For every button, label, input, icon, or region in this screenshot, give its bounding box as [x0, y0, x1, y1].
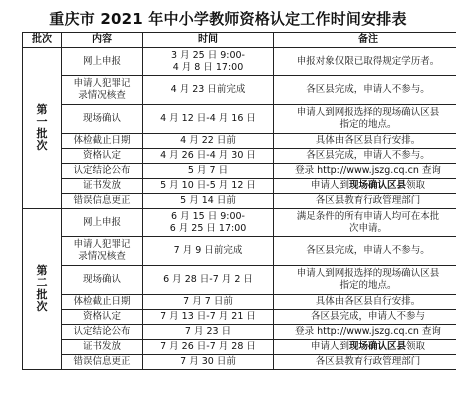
cell-time-text: 4 月 22 日前 [180, 135, 236, 146]
cell-item [62, 48, 143, 76]
cell-note-text: 申报对象仅限已取得规定学历者。 [296, 55, 440, 67]
table-row [23, 179, 456, 194]
cell-note-text: 具体由各区县自行安排。 [315, 135, 421, 146]
cell-time [143, 295, 274, 310]
cell-note-text: 申请人到网报选择的现场确认区县 [296, 107, 440, 118]
cell-time-text: 7 月 7 日前 [183, 296, 233, 307]
cell-item [62, 209, 143, 237]
cell-item-text: 错误信息更正 [73, 356, 131, 367]
table-row [23, 295, 456, 310]
cell-note [274, 340, 456, 355]
cell-note-text: 登录 http://www.jszg.cq.cn 查询 [295, 165, 441, 176]
cell-time-text: 6 月 28 日-7 月 2 日 [163, 274, 253, 285]
cell-note [274, 295, 456, 310]
cell-item-text: 申请人犯罪记 [73, 78, 131, 89]
table-row [23, 340, 456, 355]
table-row [23, 237, 456, 266]
table-row [23, 194, 456, 209]
cell-note [274, 310, 456, 325]
cell-note-text: 次申请。 [348, 222, 387, 234]
cell-note-text: 各区县完成，申请人不参与 [310, 311, 425, 322]
table-row [23, 209, 456, 237]
cell-note-text: 登录 http://www.jszg.cq.cn 查询 [295, 326, 441, 337]
cell-time [143, 105, 274, 134]
table-row [23, 310, 456, 325]
table-body [23, 48, 456, 370]
cell-item [62, 295, 143, 310]
batch-label-char: 一 [36, 115, 48, 128]
cell-time [143, 266, 274, 295]
cell-time [143, 325, 274, 340]
cell-time-text: 4 月 26 日-4 月 30 日 [160, 150, 256, 161]
table-row [23, 48, 456, 76]
cell-note [274, 266, 456, 295]
cell-note-text: 现场确认区县 [348, 341, 406, 352]
cell-note [274, 355, 456, 370]
cell-item [62, 179, 143, 194]
cell-note [274, 194, 456, 209]
cell-note [274, 48, 456, 76]
batch-label-char: 第 [36, 103, 48, 116]
table-row [23, 355, 456, 370]
cell-time [143, 355, 274, 370]
cell-time-text: 4 月 8 日 17:00 [172, 61, 244, 73]
cell-note-text: 满足条件的所有申请人均可在本批 [296, 210, 440, 222]
cell-time [143, 48, 274, 76]
cell-time [143, 209, 274, 237]
document-title: 重庆市 2021 年中小学教师资格认定工作时间安排表 [49, 10, 407, 28]
cell-note [274, 325, 456, 340]
cell-note-text: 领取 [406, 180, 426, 191]
table-row [23, 76, 456, 105]
cell-item-text: 现场确认 [82, 113, 121, 124]
cell-item [62, 266, 143, 295]
cell-time-text: 7 月 23 日 [184, 326, 232, 337]
cell-note-text: 各区县完成，申请人不参与。 [306, 245, 430, 256]
cell-item-text: 错误信息更正 [73, 195, 131, 206]
cell-time [143, 310, 274, 325]
batch-label-char: 批 [36, 288, 48, 301]
table-row [23, 134, 456, 149]
cell-item [62, 237, 143, 266]
cell-note-text: 各区县教育行政管理部门 [315, 356, 421, 367]
cell-item [62, 164, 143, 179]
cell-item-text: 认定结论公布 [73, 165, 131, 176]
cell-item-text: 资格认定 [82, 311, 121, 322]
cell-time-text: 4 月 23 日前完成 [170, 84, 246, 95]
cell-note [274, 105, 456, 134]
cell-item-text: 网上申报 [82, 216, 121, 228]
batch-label-char: 次 [36, 300, 48, 313]
cell-time-text: 6 月 25 日 17:00 [169, 222, 247, 234]
cell-note-text: 现场确认区县 [348, 180, 406, 191]
cell-time-text: 7 月 30 日前 [180, 356, 236, 367]
cell-item-text: 网上申报 [82, 55, 121, 67]
cell-item-text: 录情况核查 [78, 90, 126, 101]
batch-label-char: 次 [36, 139, 48, 152]
table-row [23, 105, 456, 134]
cell-item [62, 134, 143, 149]
cell-note-text: 各区县完成，申请人不参与。 [306, 150, 430, 161]
cell-time [143, 149, 274, 164]
cell-item-text: 认定结论公布 [73, 326, 131, 337]
cell-item [62, 310, 143, 325]
cell-note [274, 179, 456, 194]
cell-note-text: 各区县完成，申请人不参与。 [306, 84, 430, 95]
cell-note-text: 申请人到 [310, 180, 349, 191]
table-header-row [23, 33, 456, 48]
cell-time-text: 4 月 12 日-4 月 16 日 [160, 113, 256, 124]
cell-note [274, 149, 456, 164]
table-row [23, 149, 456, 164]
cell-note-text: 具体由各区县自行安排。 [315, 296, 421, 307]
cell-time [143, 237, 274, 266]
cell-item [62, 149, 143, 164]
cell-note [274, 76, 456, 105]
cell-item [62, 340, 143, 355]
cell-note-text: 申请人到 [310, 341, 349, 352]
cell-time-text: 5 月 14 日前 [180, 195, 236, 206]
batch-label [23, 48, 62, 209]
cell-item-text: 资格认定 [82, 150, 121, 161]
table-row [23, 325, 456, 340]
cell-time-text: 5 月 7 日 [187, 165, 229, 176]
cell-item-text: 申请人犯罪记 [73, 239, 131, 250]
cell-note [274, 237, 456, 266]
cell-note-text: 领取 [406, 341, 426, 352]
cell-time-text: 5 月 10 日-5 月 12 日 [160, 180, 256, 191]
batch-label-char: 第 [36, 264, 48, 277]
cell-note-text: 指定的地点。 [339, 280, 397, 291]
header-note: 备注 [274, 33, 456, 48]
cell-note-text: 申请人到网报选择的现场确认区县 [296, 268, 440, 279]
cell-item [62, 355, 143, 370]
cell-time [143, 76, 274, 105]
batch-label [23, 209, 62, 370]
header-time: 时间 [143, 33, 274, 48]
header-batch: 批次 [23, 33, 62, 48]
cell-item-text: 录情况核查 [78, 251, 126, 262]
cell-time-text: 7 月 13 日-7 月 21 日 [160, 311, 256, 322]
schedule-table [22, 32, 456, 370]
cell-item-text: 证书发放 [82, 341, 121, 352]
table-row [23, 266, 456, 295]
cell-time [143, 134, 274, 149]
cell-note [274, 209, 456, 237]
cell-item [62, 325, 143, 340]
header-item: 内容 [62, 33, 143, 48]
cell-note [274, 164, 456, 179]
cell-time-text: 6 月 15 日 9:00- [171, 210, 245, 222]
cell-note-text: 指定的地点。 [339, 119, 397, 130]
cell-item-text: 证书发放 [82, 180, 121, 191]
cell-item [62, 105, 143, 134]
table-row [23, 164, 456, 179]
cell-time [143, 164, 274, 179]
cell-time [143, 194, 274, 209]
cell-time-text: 7 月 9 日前完成 [173, 245, 243, 256]
cell-note [274, 134, 456, 149]
cell-item-text: 体检截止日期 [73, 296, 131, 307]
cell-note-text: 各区县教育行政管理部门 [315, 195, 421, 206]
cell-item-text: 体检截止日期 [73, 135, 131, 146]
batch-label-char: 二 [36, 276, 48, 289]
cell-item [62, 194, 143, 209]
cell-item-text: 现场确认 [82, 274, 121, 285]
cell-item [62, 76, 143, 105]
cell-time [143, 340, 274, 355]
cell-time [143, 179, 274, 194]
cell-time-text: 3 月 25 日 9:00- [171, 49, 245, 61]
batch-label-char: 批 [36, 127, 48, 140]
cell-time-text: 7 月 26 日-7 月 28 日 [160, 341, 256, 352]
